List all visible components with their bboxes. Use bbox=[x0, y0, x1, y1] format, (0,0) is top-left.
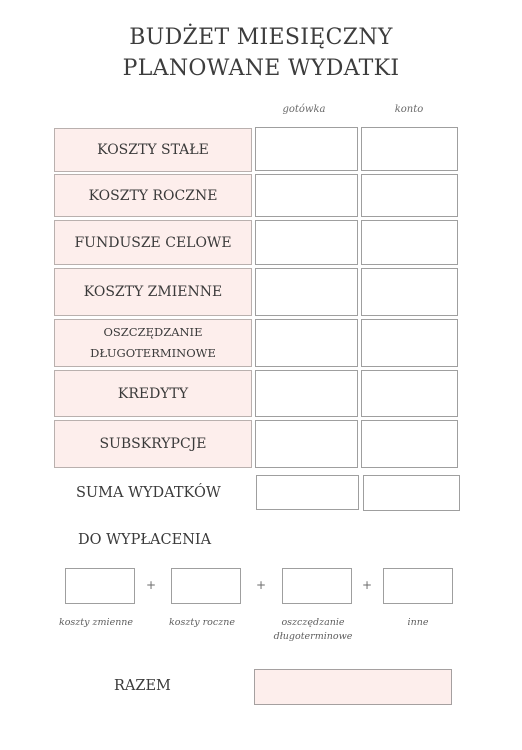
variable-costs-cash-cell[interactable] bbox=[255, 268, 358, 316]
plus-sign-3: + bbox=[361, 578, 373, 592]
page-title bbox=[0, 22, 522, 84]
category-annual-costs: KOSZTY ROCZNE bbox=[54, 174, 252, 217]
category-sinking-funds: FUNDUSZE CELOWE bbox=[54, 220, 252, 265]
total-expenses-cash-cell[interactable] bbox=[256, 475, 359, 510]
total-expenses-label: SUMA WYDATKÓW bbox=[76, 485, 221, 501]
long-term-savings-account-cell[interactable] bbox=[361, 319, 458, 367]
category-variable-costs: KOSZTY ZMIENNE bbox=[54, 268, 252, 316]
long-term-savings-cash-cell[interactable] bbox=[255, 319, 358, 367]
variable-costs-payout-box[interactable] bbox=[65, 568, 135, 604]
other-payout-box[interactable] bbox=[383, 568, 453, 604]
plus-sign-1: + bbox=[145, 578, 157, 592]
fixed-costs-cash-cell[interactable] bbox=[255, 127, 358, 171]
annual-costs-payout-box[interactable] bbox=[171, 568, 241, 604]
category-long-term-savings bbox=[54, 319, 252, 367]
title-line-1: BUDŻET MIESIĘCZNY bbox=[129, 25, 393, 50]
grand-total-label: RAZEM bbox=[114, 678, 171, 694]
payout-savings-label bbox=[263, 616, 363, 644]
column-header-cash: gotówka bbox=[282, 104, 326, 115]
fixed-costs-account-cell[interactable] bbox=[361, 127, 458, 171]
long-term-savings-line-1: OSZCZĘDZANIE bbox=[103, 325, 203, 339]
payout-savings-line-2: długoterminowe bbox=[273, 631, 353, 642]
payout-annual-label: koszty roczne bbox=[169, 617, 235, 628]
sinking-funds-cash-cell[interactable] bbox=[255, 220, 358, 265]
plus-sign-2: + bbox=[255, 578, 267, 592]
payout-other-label: inne bbox=[407, 617, 429, 628]
loans-cash-cell[interactable] bbox=[255, 370, 358, 417]
column-header-account: konto bbox=[394, 104, 424, 115]
long-term-savings-line-2: DŁUGOTERMINOWE bbox=[90, 346, 216, 360]
title-line-2: PLANOWANE WYDATKI bbox=[122, 56, 400, 81]
annual-costs-cash-cell[interactable] bbox=[255, 174, 358, 217]
subscriptions-account-cell[interactable] bbox=[361, 420, 458, 468]
category-loans: KREDYTY bbox=[54, 370, 252, 417]
category-fixed-costs: KOSZTY STAŁE bbox=[54, 128, 252, 172]
category-subscriptions: SUBSKRYPCJE bbox=[54, 420, 252, 468]
sinking-funds-account-cell[interactable] bbox=[361, 220, 458, 265]
total-expenses-account-cell[interactable] bbox=[363, 475, 460, 511]
payout-variable-label: koszty zmienne bbox=[58, 617, 134, 628]
payout-savings-line-1: oszczędzanie bbox=[281, 617, 345, 628]
variable-costs-account-cell[interactable] bbox=[361, 268, 458, 316]
grand-total-box[interactable] bbox=[254, 669, 452, 705]
loans-account-cell[interactable] bbox=[361, 370, 458, 417]
to-withdraw-label: DO WYPŁACENIA bbox=[78, 532, 212, 548]
subscriptions-cash-cell[interactable] bbox=[255, 420, 358, 468]
annual-costs-account-cell[interactable] bbox=[361, 174, 458, 217]
long-term-savings-payout-box[interactable] bbox=[282, 568, 352, 604]
